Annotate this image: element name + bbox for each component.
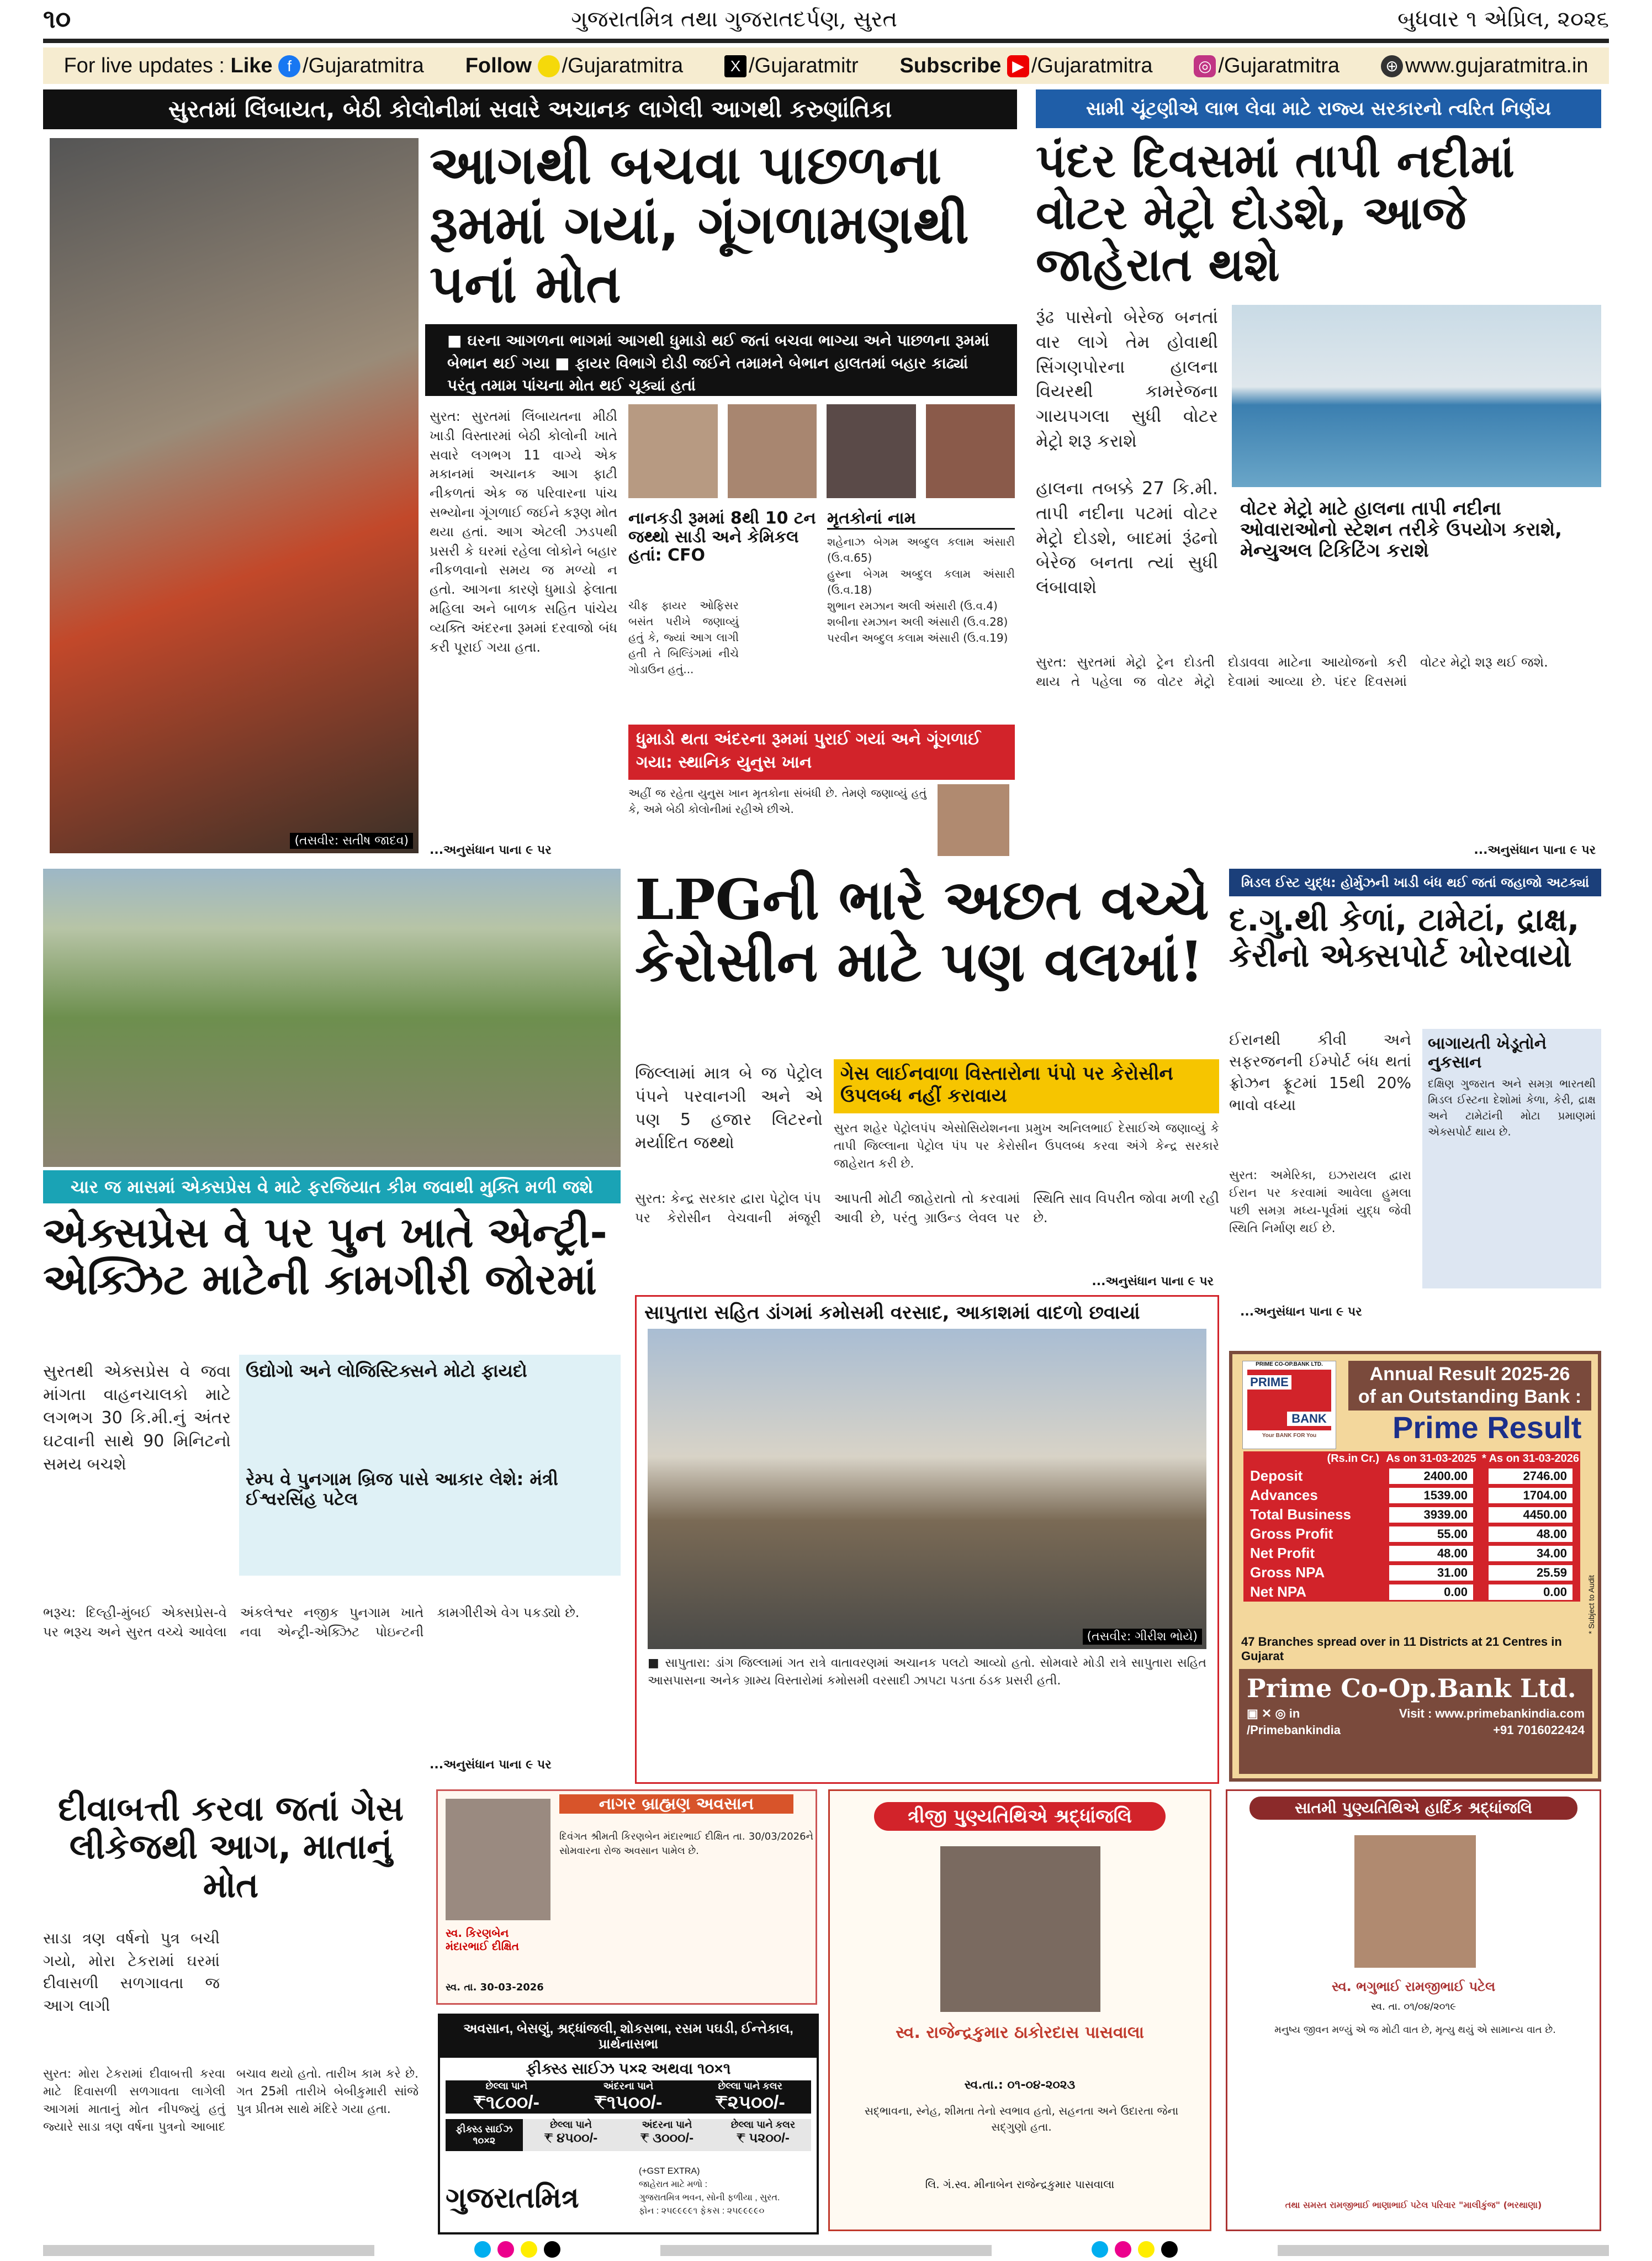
seventh-name: સ્વ. ભગુભાઈ રામજીભાઈ પટેલ	[1331, 1979, 1496, 1994]
color-marks	[1088, 2241, 1181, 2260]
result-value	[1481, 1524, 1580, 1544]
seventh-anniversary-ad	[1226, 1789, 1601, 2231]
victim-photo	[628, 404, 718, 498]
rate-label: છેલ્લા પાને	[550, 2119, 592, 2130]
page-header	[43, 0, 1609, 43]
bank-website[interactable]: Visit : www.primebankindia.com	[1399, 1707, 1585, 1720]
facebook-link[interactable]: /Gujaratmitra	[303, 54, 424, 77]
result-value-text: 55.00	[1389, 1526, 1473, 1542]
expressway-continued: ...અનુસંધાન પાના ૯ પર	[430, 1758, 552, 1772]
result-row	[1243, 1466, 1580, 1486]
lpg-lead: જિલ્લામાં માત્ર બે જ પેટ્રોલ પંપને પરવાનગી અને એ પણ 5 હજાર લિટરનો મર્યાદિત જથ્થો	[635, 1064, 823, 1153]
result-value	[1481, 1563, 1580, 1582]
rates-fixed-size2: ફીક્સ્ડ સાઈઝ ૧૦×૨	[446, 2119, 523, 2151]
result-value-text: 1704.00	[1489, 1488, 1572, 1503]
result-value	[1381, 1466, 1481, 1486]
gujaratmitra-logo: ગુજરાતમિત્ર	[446, 2182, 579, 2214]
kiran-photo	[446, 1799, 550, 1920]
horticulture-box	[1422, 1029, 1601, 1288]
result-value	[1481, 1505, 1580, 1524]
result-label: Net NPA	[1250, 1583, 1307, 1600]
x-icon: X	[724, 55, 746, 77]
fire-kicker: સુરતમાં લિંબાયત, બેઠી કોલોનીમાં સવારે અચાનક લાગેલી આગથી કરુણાંતિકા	[43, 89, 1017, 129]
contact-line3: ફોન : ૨૫૯૯૯૯૧ ફેકસ : ૨૫૯૯૯૯૦	[639, 2206, 765, 2216]
result-value-text: 0.00	[1489, 1584, 1572, 1600]
fire-body: સુરત: સુરતમાં લિંબાયતના મીઠી ખાડી વિસ્તારમાં બેઠી કોલોની ખાતે સવારે લગભગ 11 વાગ્યે એક મકાનમાં અચાનક આગ ફાટી નીકળતાં એક જ પરિવારના પાંચ સભ્યોના ગૂંગળાઈ જઈને કરૂણ મોત થયા હતાં. આગ એટલી ઝડપથી પ્રસરી કે ઘરમાં રહેલા લોકોને બહાર નીકળવાનો સમય જ મળ્યો ન હતો. આગના કારણે ધુમાડો ફેલાતા મહિલા અને બાળક સહિત પાંચેય વ્યક્તિ અંદરના રૂમમાં દરવાજો બંધ કરી પૂરાઈ ગયા હતા.	[430, 409, 617, 655]
third-family: લિ. ગં.સ્વ. મીનાબેન રાજેન્દ્રકુમાર પાસવાલા	[925, 2178, 1115, 2191]
export-continued: ...અનુસંધાન પાના ૯ પર	[1240, 1305, 1362, 1319]
rain-photo	[648, 1329, 1206, 1649]
unit-header: (Rs.in Cr.)	[1327, 1452, 1379, 1465]
x-link[interactable]: /Gujaratmitr	[749, 54, 859, 77]
result-value	[1481, 1486, 1580, 1505]
gst-note: (+GST EXTRA)	[639, 2167, 700, 2176]
snapchat-link[interactable]: /Gujaratmitra	[562, 54, 684, 77]
third-name: સ્વ. રાજેન્દ્રકુમાર ઠાકોરદાસ પાસવાલા	[895, 2023, 1145, 2042]
result-value	[1381, 1544, 1481, 1563]
export-headline: દ.ગુ.થી કેળાં, ટામેટાં, દ્રાક્ષ, કેરીનો એક્સપોર્ટ ખોરવાયો	[1229, 901, 1580, 974]
result-value-text: 25.59	[1489, 1565, 1572, 1581]
social-icons: ▣ ✕ ◎ in	[1247, 1707, 1300, 1720]
rate-value: ₹ ૪૫૦૦/-	[544, 2131, 598, 2146]
metro-continued: ...અનુસંધાન પાના ૯ પર	[1474, 843, 1596, 857]
seventh-family: તથા સમસ્ત રામજીભાઈ ભાણાભાઈ પટેલ પરિવાર "માલીકુંજ" (ભરથાણા)	[1285, 2200, 1542, 2210]
fire-photo	[50, 138, 419, 853]
water-metro-photo	[1232, 305, 1601, 487]
logo-bank: BANK	[1287, 1412, 1331, 1426]
rate-value: ₹૧૮૦૦/-	[473, 2092, 539, 2113]
social-prefix: For live updates :	[63, 54, 231, 77]
result-value	[1381, 1505, 1481, 1524]
result-value	[1481, 1544, 1580, 1563]
dead-1: હુસ્ના બેગમ અબ્દુલ કલામ અંસારી (ઉ.વ.18)	[827, 567, 1015, 596]
result-value	[1481, 1582, 1580, 1602]
horticulture-title: બાગાયતી ખેડૂતોને નુકસાન	[1428, 1034, 1547, 1072]
lpg-continued: ...અનુસંધાન પાના ૯ પર	[1092, 1275, 1214, 1288]
lpg-body: સુરત: કેન્દ્ર સરકાર દ્વારા પેટ્રોલ પંપ પર કેરોસીન વેચવાની મંજૂરી આપતી મોટી જાહેરાતો તો કરવામાં આવી છે, પરંતુ ગ્રાઉન્ડ લેવલ પર સ્થિતિ સાવ વિપરીત જોવા મળી રહી છે.	[635, 1191, 1219, 1225]
result-label: Total Business	[1250, 1506, 1352, 1523]
bank-footer	[1239, 1669, 1592, 1774]
cfo-box-body: ચીફ ફાયર ઓફિસર બસંત પરીખે જણાવ્યું હતું કે, જ્યાં આગ લાગી હતી તે બિલ્ડિંગમાં નીચે ગોડાઉન હતું...	[628, 599, 739, 676]
instagram-link[interactable]: /Gujaratmitra	[1218, 54, 1340, 77]
rate-value: ₹ ૫૨૦૦/-	[737, 2131, 790, 2146]
nagar-body: દિવંગત શ્રીમતી કિરણબેન મંદારભાઈ દીક્ષિત તા. 30/03/2026ને સોમવારના રોજ અવસાન પામેલ છે.	[559, 1831, 813, 1857]
rates-row2	[446, 2119, 811, 2151]
result-label: Advances	[1250, 1487, 1318, 1503]
instagram-icon: ◎	[1194, 55, 1216, 77]
nagar-name: સ્વ. કિરણબેન મંદારભાઈ દીક્ષિત	[446, 1926, 520, 1953]
result-value	[1381, 1582, 1481, 1602]
rate-label: અંદરના પાને	[642, 2119, 692, 2130]
third-anniversary-ad	[828, 1789, 1211, 2231]
metro-lead: રૂંઢ પાસેનો બેરેજ બનતાં વાર લાગે તેમ હોવાથી સિંગણપોરના હાલના વિયરથી કામરેજના ગાયપગલા સુધી વોટર મેટ્રો શરૂ કરાશે	[1036, 307, 1218, 451]
result-value-text: 4450.00	[1489, 1507, 1572, 1523]
website-link[interactable]: www.gujaratmitra.in	[1405, 54, 1589, 77]
dead-3: શબીના રમઝાન અલી અંસારી (ઉ.વ.28)	[827, 615, 1008, 628]
resident-photo	[938, 784, 1009, 856]
branches-text: 47 Branches spread over in 11 Districts at 21 Centres in Gujarat	[1241, 1635, 1562, 1663]
diwali-body: સુરત: મોરા ટેકરામાં દીવાબત્તી કરવા માટે દિવાસળી સળગાવતા લાગેલી આગમાં માતાનું મોત નીપજ્યું હતું જ્યારે સાડા ત્રણ વર્ષના પુત્રનો આબાદ બચાવ થયો હતો. તારીખ કામ કરે છે. ગત 25મી તારીખે બેબીકુમારી સાંજે પુત્ર પ્રીતમ સાથે મંદિરે ગયા હતા.	[43, 2067, 419, 2134]
fire-subhead: ■ ઘરના આગળના ભાગમાં આગથી ધુમાડો થઈ જતાં બચવા ભાગ્યા અને પાછળના રૂમમાં બેભાન થઈ ગયા ■ ફાયર વિભાગે દોડી જઈને તમામને બેભાન હાલતમાં બહાર કાઢ્યાં પરંતુ તમામ પાંચના મોત થઈ ચૂક્યાં હતાં	[425, 324, 1017, 396]
like-label: Like	[230, 54, 273, 77]
dead-2: શુભાન રમઝાન અલી અંસારી (ઉ.વ.4)	[827, 599, 998, 612]
diwali-lead: સાડા ત્રણ વર્ષનો પુત્ર બચી ગયો, મોરા ટેકરામાં ઘરમાં દીવાસળી સળગાવતા જ આગ લાગી	[43, 1929, 220, 2015]
snapchat-icon	[538, 55, 560, 77]
photo-credit: (તસવીર: સતીષ જાદવ)	[290, 833, 413, 849]
ramp-box-title: રેમ્પ વે પુનગામ બ્રિજ પાસે આકાર લેશે: મંત્રી ઈશ્વરસિંહ પટેલ	[246, 1468, 558, 1509]
rajendra-photo	[940, 1846, 1100, 2012]
contact-line2: ગુજરાતમિત્ર ભવન, સોની ફળીયા , સુરત.	[639, 2193, 780, 2202]
bank-phone: +91 7016022424	[1493, 1723, 1585, 1737]
gray-bar	[1278, 2245, 1609, 2256]
bank-title	[1348, 1361, 1591, 1411]
rate-label: છેલ્લા પાને કલર	[730, 2119, 796, 2130]
fire-continued: ...અનુસંધાન પાના ૯ પર	[430, 843, 552, 857]
audit-note: * Subject to Audit	[1587, 1575, 1596, 1634]
photo-credit: (તસવીર: ગીરીશ ભોયે)	[1083, 1629, 1202, 1645]
rain-story	[635, 1295, 1219, 1784]
page-date: બુધવાર ૧ એપ્રિલ, ૨૦૨૬	[1397, 7, 1609, 32]
result-row	[1243, 1486, 1580, 1505]
logistics-box-title: ઉદ્યોગો અને લોજિસ્ટિક્સને મોટો ફાયદો	[246, 1360, 527, 1381]
result-value-text: 34.00	[1489, 1546, 1572, 1561]
third-body: સદ્ભાવના, સ્નેહ, શીમતા તેનો સ્વભાવ હતો, સહનતા અને ઉદારતા જેના સદ્ગુણો હતા.	[864, 2104, 1179, 2133]
third-date: સ્વ.તા.: ૦૧-૦૪-૨૦૨૩	[964, 2078, 1076, 2092]
result-row	[1243, 1563, 1580, 1582]
youtube-link[interactable]: /Gujaratmitra	[1031, 54, 1153, 77]
seventh-title: સાતમી પુણ્યતિથિએ હાર્દિક શ્રદ્ધાંજલિ	[1249, 1797, 1577, 1820]
result-value-text: 1539.00	[1389, 1488, 1473, 1503]
gray-bar	[43, 2245, 374, 2256]
third-title: ત્રીજી પુણ્યતિથિએ શ્રદ્ધાંજલિ	[874, 1802, 1166, 1831]
result-row	[1243, 1582, 1580, 1602]
gray-bar	[660, 2245, 992, 2256]
rates-title: અવસાન, બેસણું, શ્રદ્ધાંજલી, શોકસભા, રસમ પઘડી, ઈન્તેકાલ, પ્રાર્થનાસભા	[440, 2016, 817, 2058]
lpg-headline: LPGની ભારે અછત વચ્ચે કેરોસીન માટે પણ વલખાં!	[635, 867, 1209, 994]
metro-headline: પંદર દિવસમાં તાપી નદીમાં વોટર મેટ્રો દોડશે, આજે જાહેરાત થશે	[1036, 134, 1515, 292]
rate-value: ₹૧૫૦૦/-	[594, 2092, 663, 2113]
dead-4: પરવીન અબ્દુલ કલામ અંસારી (ઉ.વ.19)	[827, 631, 1008, 645]
expressway-story	[43, 869, 621, 1775]
seventh-date: સ્વ. તા. ૦૧/૦૪/૨૦૧૯	[1370, 2001, 1456, 2012]
result-row	[1243, 1524, 1580, 1544]
metro-kicker: સામી ચૂંટણીએ લાભ લેવા માટે રાજ્ય સરકારનો ત્વરિત નિર્ણય	[1036, 89, 1601, 128]
rates-fixed-size: ફીક્સ્ડ સાઈઝ ૫×૨ અથવા ૧૦×૧	[526, 2060, 731, 2077]
export-story	[1229, 869, 1601, 1338]
subscribe-label: Subscribe	[899, 54, 1002, 77]
expressway-body: ભરૂચ: દિલ્હી-મુંબઈ એક્સપ્રેસ-વે પર ભરૂચ અને સુરત વચ્ચે આવેલા અંકલેશ્વર નજીક પુનગામ ખાતે નવા એન્ટ્રી-એક્ઝિટ પોઇન્ટની કામગીરીએ વેગ પકડ્યો છે.	[43, 1605, 580, 1640]
bank-name: Prime Co-Op.Bank Ltd.	[1247, 1673, 1576, 1703]
registration-marks	[43, 2242, 1609, 2259]
nagar-date: સ્વ. તા. 30-03-2026	[446, 1982, 544, 1993]
diwali-headline: દીવાબત્તી કરવા જતાં ગેસ લીકેજથી આગ, માતાનું મોત	[58, 1788, 404, 1905]
contact-line1: જાહેરાત માટે મળો :	[639, 2180, 708, 2189]
bhagubhai-photo	[1354, 1835, 1476, 1968]
export-kicker: મિડલ ઈસ્ટ યુદ્ધ: હોર્મુઝની ખાડી બંધ થઈ જતાં જહાજો અટક્યાં	[1229, 869, 1601, 896]
result-value	[1381, 1563, 1481, 1582]
rates-row1	[446, 2080, 811, 2114]
result-value-text: 3939.00	[1389, 1507, 1473, 1523]
col-2025-header: As on 31-03-2025	[1386, 1452, 1476, 1465]
metro-story	[1036, 89, 1601, 860]
rain-body: ■ સાપુતારા: ડાંગ જિલ્લામાં ગત રાત્રે વાતાવરણમાં અચાનક પલટો આવ્યો હતો. સોમવારે મોડી રાત્રે સાપુતારા સહિત આસપાસના અનેક ગ્રામ્ય વિસ્તારોમાં કમોસમી વરસાદી ઝાપટા પડતા ઠંડક પ્રસરી હતી.	[648, 1656, 1206, 1688]
result-value-text: 48.00	[1389, 1546, 1473, 1561]
rate-value: ₹૨૫૦૦/-	[715, 2092, 785, 2113]
victim-photo	[827, 404, 916, 498]
color-marks	[471, 2241, 564, 2260]
col-2026-header: * As on 31-03-2026	[1481, 1452, 1579, 1465]
logistics-box	[239, 1355, 621, 1576]
result-value	[1381, 1524, 1481, 1544]
social-bar	[43, 47, 1609, 84]
logo-top: PRIME CO-OP.BANK LTD.	[1256, 1361, 1323, 1367]
dead-list	[827, 509, 1015, 646]
results-table	[1243, 1451, 1580, 1602]
result-value-text: 48.00	[1489, 1526, 1572, 1542]
expressway-headline: એક્સપ્રેસ વે પર પુન ખાતે એન્ટ્રી-એક્ઝિટ માટેની કામગીરી જોરમાં	[43, 1208, 607, 1304]
obituary-rates-ad	[438, 2014, 819, 2234]
diwali-story	[43, 1789, 419, 2231]
expressway-kicker: ચાર જ માસમાં એક્સપ્રેસ વે માટે ફરજિયાત કીમ જવાથી મુક્તિ મળી જશે	[43, 1170, 621, 1203]
result-label: Gross Profit	[1250, 1525, 1333, 1542]
rates-contact	[639, 2165, 780, 2218]
bank-title-line2: of an Outstanding Bank :	[1358, 1386, 1582, 1407]
globe-icon: ⊕	[1381, 55, 1403, 77]
bank-logo	[1242, 1361, 1336, 1449]
page-number: ૧૦	[43, 4, 71, 34]
metro-body: સુરત: સુરતમાં મેટ્રો ટ્રેન દોડતી થાય તે પહેલા જ વોટર મેટ્રો દોડાવવા માટેના આયોજનો કરી દેવામાં આવ્યા છે. પંદર દિવસમાં વોટર મેટ્રો શરૂ થઈ જશે.	[1036, 654, 1548, 689]
lpg-story	[635, 869, 1219, 1288]
dead-list-title: મૃતકોનાં નામ	[827, 509, 1015, 530]
follow-label: Follow	[465, 54, 532, 77]
logo-tagline: Your BANK FOR You	[1262, 1433, 1317, 1439]
cfo-box-title: નાનકડી રૂમમાં 8થી 10 ટન જથ્થો સાડી અને કેમિકલ હતાં: CFO	[628, 509, 816, 566]
horticulture-body: દક્ષિણ ગુજરાત અને સમગ્ર ભારતથી મિડલ ઈસ્ટના દેશોમાં કેળા, કેરી, દ્રાક્ષ અને ટામેટાંની મોટા પ્રમાણમાં એક્સપોર્ટ થાય છે.	[1428, 1077, 1596, 1139]
prime-result-title: Prime Result	[1392, 1410, 1582, 1445]
youtube-icon: ▶	[1007, 55, 1029, 77]
resident-box-body: અહીં જ રહેતા યુનુસ ખાન મૃતકોના સંબંધી છે. તેમણે જણાવ્યું હતું કે, અમે બેઠી કોલોનીમાં રહીએ છીએ.	[628, 786, 926, 816]
expressway-lead: સુરતથી એક્સપ્રેસ વે જવા માંગતા વાહનચાલકો માટે લગભગ 30 કિ.મી.નું અંતર ઘટવાની સાથે 90 મિનિટનો સમય બચશે	[43, 1362, 231, 1474]
metro-lead2: હાલના તબક્કે 27 કિ.મી. તાપી નદીના પટમાં વોટર મેટ્રો દોડશે, બાદમાં રૂંઢનો બેરેજ બનતા ત્યાં સુધી લંબાવાશે	[1036, 478, 1218, 598]
result-value-text: 0.00	[1389, 1584, 1473, 1600]
result-label: Deposit	[1250, 1467, 1303, 1484]
logo-prime: PRIME	[1247, 1375, 1291, 1390]
fire-headline: આગથી બચવા પાછળના રૂમમાં ગયાં, ગૂંગળામણથી ૫નાં મોત	[430, 134, 969, 315]
bank-handle[interactable]: /Primebankindia	[1247, 1723, 1341, 1737]
result-label: Gross NPA	[1250, 1564, 1325, 1581]
result-value-text: 2400.00	[1389, 1468, 1473, 1484]
result-row	[1243, 1505, 1580, 1524]
nagar-title: નાગર બ્રાહ્મણ અવસાન	[559, 1794, 793, 1814]
victim-photo	[926, 404, 1015, 498]
result-value	[1481, 1466, 1580, 1486]
bank-title-line1: Annual Result 2025-26	[1369, 1364, 1570, 1385]
victim-photo	[728, 404, 817, 498]
dead-0: શહેનાઝ બેગમ અબ્દુલ કલામ અંસારી (ઉ.વ.65)	[827, 535, 1015, 564]
lpg-yellow-subhead: ગેસ લાઈનવાળા વિસ્તારોના પંપો પર કેરોસીન ઉપલબ્ધ નહીં કરાવાય	[834, 1059, 1219, 1113]
prime-bank-ad	[1229, 1351, 1601, 1782]
rate-label: અંદરના પાને	[603, 2080, 654, 2091]
result-label: Net Profit	[1250, 1545, 1315, 1561]
metro-subhead: વોટર મેટ્રો માટે હાલના તાપી નદીના ઓવારાઓનો સ્ટેશન તરીકે ઉપયોગ કરાશે, મેન્યુઅલ ટિકિટિંગ કરાશે	[1240, 498, 1563, 562]
result-row	[1243, 1544, 1580, 1563]
resident-box-title: ધુમાડો થતા અંદરના રૂમમાં પુરાઈ ગયાં અને ગૂંગળાઈ ગયા: સ્થાનિક યુનુસ ખાન	[628, 725, 1015, 780]
facebook-icon: f	[278, 55, 300, 77]
expressway-photo	[43, 869, 621, 1167]
result-value	[1381, 1486, 1481, 1505]
lpg-box-body: સુરત શહેર પેટ્રોલપંપ એસોસિયેશનના પ્રમુખ અનિલભાઈ દેસાઈએ જણાવ્યું કે તાપી જિલ્લાના પેટ્રોલ પંપ પર કેરોસીન ઉપલબ્ધ કરવા અંગે કેન્દ્ર સરકારે જાહેરાત કરી છે.	[834, 1122, 1219, 1171]
fire-story	[43, 89, 1017, 860]
rate-label: છેલ્લા પાને કલર	[718, 2080, 782, 2091]
result-value-text: 31.00	[1389, 1565, 1473, 1581]
rate-label: છેલ્લા પાને	[485, 2080, 528, 2091]
export-lead: ઈરાનથી કીવી અને સફરજનની ઈમ્પોર્ટ બંધ થતાં ફ્રોઝન ફ્રૂટમાં 15થી 20% ભાવો વધ્યા	[1229, 1031, 1411, 1114]
nagar-obituary-ad	[436, 1789, 817, 2005]
rain-kicker: સાપુતારા સહિત ડાંગમાં કમોસમી વરસાદ, આકાશમાં વાદળો છવાયાં	[644, 1302, 1140, 1324]
rate-value: ₹ ૩૦૦૦/-	[640, 2131, 694, 2146]
seventh-body: મનુષ્ય જીવન મળ્યું એ જ મોટી વાત છે, મૃત્યુ થયું એ સામાન્ય વાત છે.	[1274, 2024, 1556, 2036]
paper-name: ગુજરાતમિત્ર તથા ગુજરાતદર્પણ, સુરત	[571, 7, 897, 32]
victim-photos	[628, 404, 1015, 498]
result-value-text: 2746.00	[1489, 1468, 1572, 1484]
export-body: સુરત: અમેરિકા, ઇઝરાયલ દ્વારા ઈરાન પર કરવામાં આવેલા હુમલા પછી સમગ્ર મધ્ય-પૂર્વમાં યુદ્ધ જેવી સ્થિતિ નિર્માણ થઈ છે.	[1229, 1169, 1411, 1235]
